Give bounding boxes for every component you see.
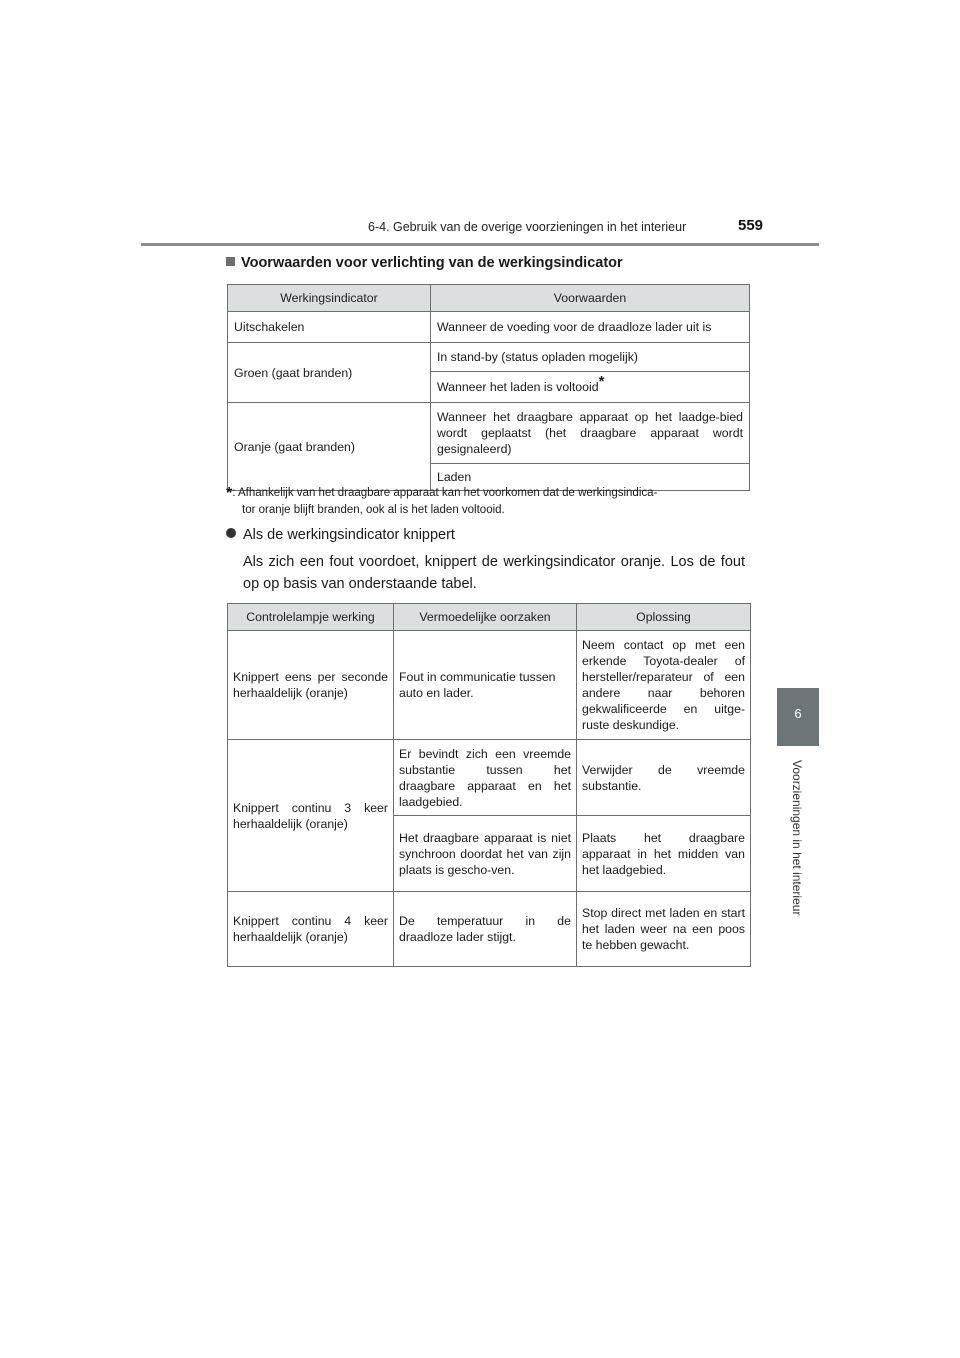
indicator-cell: Oranje (gaat branden) [228, 403, 431, 491]
footnote-star: * [226, 485, 233, 502]
table-header-row [228, 285, 750, 312]
footnote [226, 485, 751, 519]
round-bullet-icon [226, 528, 236, 538]
condition-cell: Laden [431, 464, 750, 491]
chapter-label: Voorzieningen in het interieur [790, 760, 804, 916]
table-row [228, 740, 751, 816]
chapter-tab [777, 688, 819, 746]
table-header-row [228, 604, 751, 631]
indicator-cell: Groen (gaat branden) [228, 343, 431, 403]
solution-cell: Plaats het draagbare apparaat in het midden van het laadgebied. [577, 816, 751, 892]
table-row [228, 631, 751, 740]
condition-text: Wanneer het laden is voltooid [437, 380, 599, 394]
blink-troubleshooting-table [227, 603, 751, 967]
condition-cell [431, 372, 750, 403]
lamp-cell: Knippert continu 3 keer herhaaldelijk (oranje) [228, 740, 394, 892]
bullet-paragraph: Als zich een fout voordoet, knippert de werkingsindicator oranje. Los de fout op op basis van onderstaande tabel. [243, 554, 745, 592]
column-header: Controlelampje werking [228, 604, 394, 631]
page-number: 559 [738, 217, 764, 234]
section-heading [226, 255, 623, 271]
footnote-marker: * [598, 372, 605, 390]
condition-cell: Wanneer het draagbare apparaat op het laadge-bied wordt geplaatst (het draagbare apparaat wordt gesignaleerd) [431, 403, 750, 464]
cause-cell: Er bevindt zich een vreemde substantie tussen het draagbare apparaat en het laadgebied. [394, 740, 577, 816]
column-header: Werkingsindicator [228, 285, 431, 312]
table-row [228, 343, 750, 372]
cause-cell: De temperatuur in de draadloze lader stijgt. [394, 892, 577, 967]
lamp-cell: Knippert continu 4 keer herhaaldelijk (oranje) [228, 892, 394, 967]
table-row [228, 892, 751, 967]
condition-cell: In stand-by (status opladen mogelijk) [431, 343, 750, 372]
column-header: Vermoedelijke oorzaken [394, 604, 577, 631]
cause-cell: Fout in communicatie tussen auto en lader. [394, 631, 577, 740]
indicator-cell: Uitschakelen [228, 312, 431, 343]
solution-cell: Verwijder de vreemde substantie. [577, 740, 751, 816]
section-heading-text: Voorwaarden voor verlichting van de werkingsindicator [241, 255, 623, 271]
footnote-text-line2: tor oranje blijft branden, ook al is het laden voltooid. [242, 504, 505, 516]
chapter-number: 6 [794, 706, 802, 721]
solution-cell: Neem contact op met een erkende Toyota-dealer of hersteller/reparateur of een andere naar behoren gekwalificeerde en uitge-ruste deskundige. [577, 631, 751, 740]
solution-cell: Stop direct met laden en start het laden weer na een poos te hebben gewacht. [577, 892, 751, 967]
running-header: 6-4. Gebruik van de overige voorzieningen in het interieur [368, 220, 687, 234]
table-row [228, 312, 750, 343]
condition-cell: Wanneer de voeding voor de draadloze lader uit is [431, 312, 750, 343]
footnote-text-line1: : Afhankelijk van het draagbare apparaat kan het voorkomen dat de werkingsindica- [232, 487, 658, 499]
column-header: Oplossing [577, 604, 751, 631]
cause-cell: Het draagbare apparaat is niet synchroon doordat het van zijn plaats is gescho-ven. [394, 816, 577, 892]
indicator-conditions-table [227, 284, 750, 491]
header-divider [141, 243, 819, 246]
table-row [228, 403, 750, 464]
bullet-heading [226, 527, 455, 543]
square-bullet-icon [226, 257, 235, 266]
lamp-cell: Knippert eens per seconde herhaaldelijk (oranje) [228, 631, 394, 740]
bullet-title: Als de werkingsindicator knippert [243, 527, 455, 543]
column-header: Voorwaarden [431, 285, 750, 312]
